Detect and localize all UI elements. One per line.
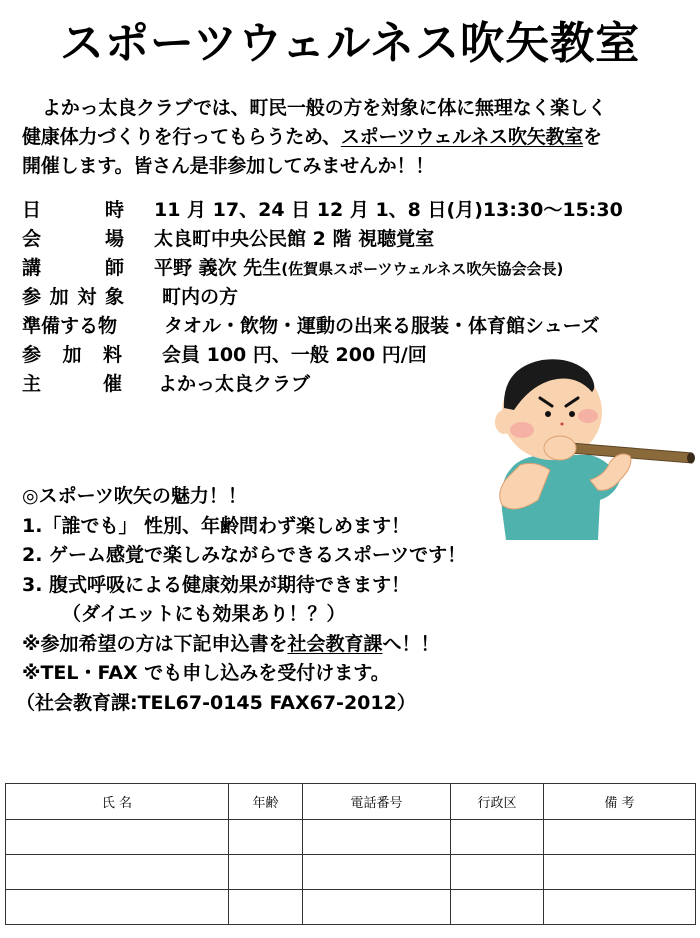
detail-label (22, 283, 132, 312)
contact-info: （社会教育課:TEL67-0145 FAX67-2012） (16, 691, 416, 714)
table-row (6, 855, 696, 890)
remarks-cell[interactable] (544, 855, 696, 890)
detail-label (22, 196, 132, 225)
intro-line-1-text: よかっ太良クラブでは、町民一般の方を対象に体に無理なく楽しく (42, 97, 607, 119)
column-header-age: 年齢 (229, 784, 303, 820)
table-header-row (6, 784, 696, 820)
district-cell[interactable] (451, 855, 544, 890)
phone-cell[interactable] (303, 890, 451, 925)
detail-value: 町内の方 (162, 286, 239, 308)
label-char: 主 (22, 373, 42, 395)
apply-instruction (22, 630, 692, 660)
phone-cell[interactable] (303, 820, 451, 855)
intro-line-2-text: 健康体力づくりを行ってもらうため、 (22, 126, 341, 148)
detail-label (22, 370, 130, 399)
detail-value: よかっ太良クラブ (158, 373, 311, 395)
column-header-phone: 電話番号 (303, 784, 451, 820)
label-char: 場 (104, 228, 124, 250)
label-char: 催 (102, 373, 122, 395)
intro-paragraph (22, 94, 692, 181)
table-row (6, 890, 696, 925)
detail-value: 会員 100 円、一般 200 円/回 (162, 344, 427, 366)
detail-label (22, 254, 132, 283)
intro-line-1 (22, 94, 692, 123)
detail-value: 11 月 17、24 日 12 月 1、8 日(月)13:30～15:30 (154, 199, 623, 221)
label-char: 象 (104, 286, 124, 308)
detail-value (154, 254, 563, 283)
label-char: 日 (22, 199, 42, 221)
phone-cell[interactable] (303, 855, 451, 890)
appeal-point-2: 2. ゲーム感覚で楽しみながらできるスポーツです！ (22, 544, 467, 566)
detail-label (22, 225, 132, 254)
name-cell[interactable] (6, 855, 229, 890)
detail-row-venue (22, 225, 692, 254)
intro-line-3: 開催します。皆さん是非参加してみませんか！！ (22, 155, 435, 177)
detail-value: タオル・飲物・運動の出来る服装・体育館シューズ (164, 315, 600, 337)
instructor-name: 平野 義次 先生 (154, 257, 282, 279)
column-header-name: 氏 名 (6, 784, 229, 820)
label-char: 参 (22, 344, 42, 366)
detail-row-items (22, 312, 692, 341)
label-char: 料 (102, 344, 122, 366)
column-header-remarks: 備 考 (544, 784, 696, 820)
remarks-cell[interactable] (544, 820, 696, 855)
detail-row-datetime (22, 196, 692, 225)
page-title: スポーツウェルネス吹矢教室 (59, 18, 641, 69)
label-char: 師 (104, 257, 124, 279)
age-cell[interactable] (229, 820, 303, 855)
intro-line-2 (22, 123, 692, 152)
apply-department-underlined: 社会教育課 (287, 632, 383, 655)
age-cell[interactable] (229, 890, 303, 925)
apply-text: ※参加希望の方は下記申込書を (22, 632, 288, 655)
appeal-point-3: 3. 腹式呼吸による健康効果が期待できます！ (22, 573, 411, 596)
detail-label: 準備する物 (22, 315, 118, 337)
detail-row-instructor (22, 254, 692, 283)
tel-fax-note: ※TEL・FAX でも申し込みを受付けます。 (22, 662, 390, 684)
appeal-point-1: 1.「誰でも」 性別、年齢問わず楽しめます！ (22, 514, 411, 537)
intro-event-name-underlined: スポーツウェルネス吹矢教室 (340, 126, 584, 148)
detail-value: 太良町中央公民館 2 階 視聴覚室 (154, 228, 435, 250)
name-cell[interactable] (6, 820, 229, 855)
appeal-section (16, 482, 692, 718)
label-char: 対 (77, 286, 97, 308)
appeal-note-text: （ダイエットにも効果あり！？） (62, 603, 346, 625)
age-cell[interactable] (229, 855, 303, 890)
instructor-affiliation: (佐賀県スポーツウェルネス吹矢協会会長) (281, 260, 564, 278)
column-header-district: 行政区 (451, 784, 544, 820)
label-char: 時 (104, 199, 124, 221)
name-cell[interactable] (6, 890, 229, 925)
label-char: 講 (22, 257, 42, 279)
district-cell[interactable] (451, 890, 544, 925)
application-form-table (5, 783, 696, 925)
appeal-note (22, 600, 692, 630)
label-char: 会 (22, 228, 42, 250)
label-char: 加 (49, 286, 69, 308)
detail-row-target (22, 283, 692, 312)
intro-line-2-end: を (583, 126, 602, 148)
remarks-cell[interactable] (544, 890, 696, 925)
appeal-heading: ◎スポーツ吹矢の魅力！！ (22, 485, 247, 507)
district-cell[interactable] (451, 820, 544, 855)
label-char: 参 (22, 286, 42, 308)
label-char: 加 (62, 344, 82, 366)
apply-text-end: へ！！ (382, 632, 440, 655)
detail-label (22, 341, 130, 370)
table-row (6, 820, 696, 855)
